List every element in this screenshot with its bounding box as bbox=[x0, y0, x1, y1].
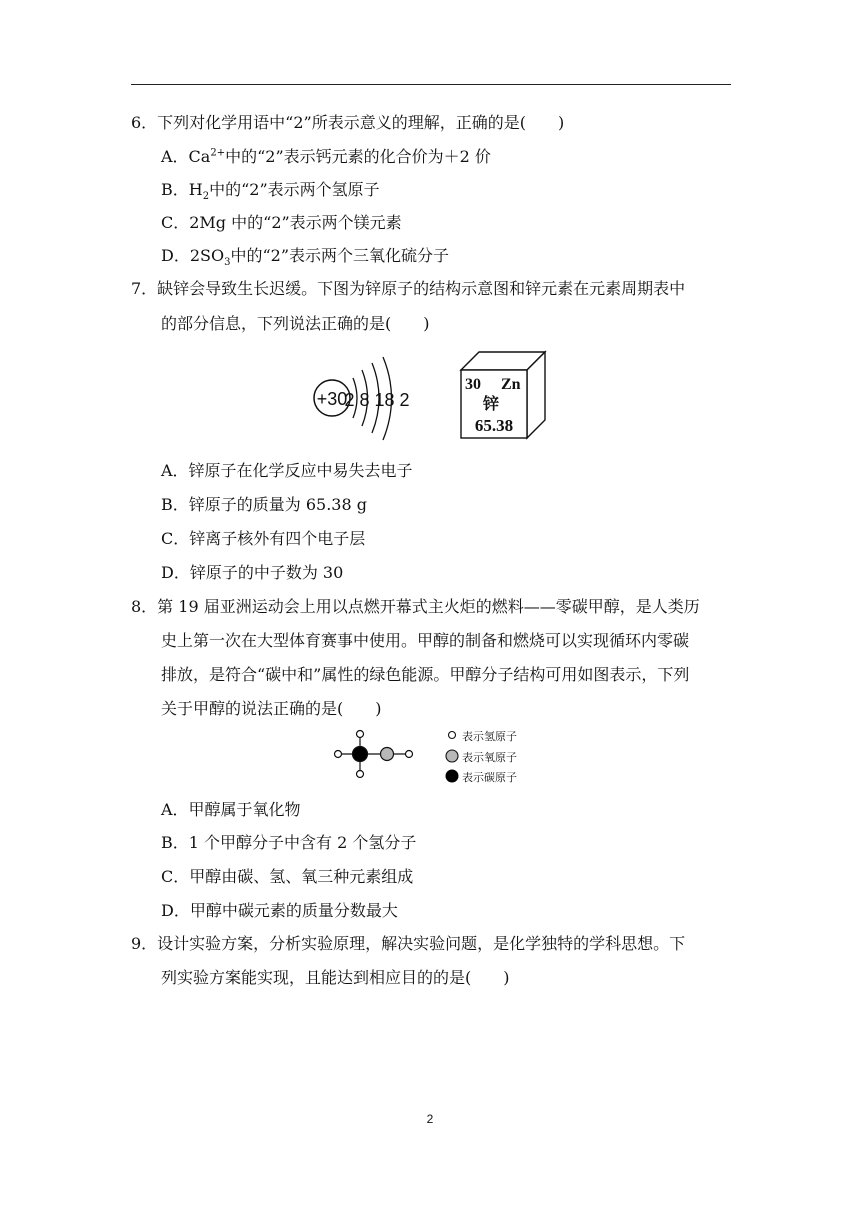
element-name: 锌 bbox=[482, 394, 500, 413]
q7-option-c: C．锌离子核外有四个电子层 bbox=[161, 529, 366, 548]
q8-stem-line2: 史上第一次在大型体育赛事中使用。甲醇的制备和燃烧可以实现循环内零碳 bbox=[161, 631, 690, 650]
q7-option-b: B．锌原子的质量为 65.38 g bbox=[161, 495, 367, 514]
page-number: 2 bbox=[426, 1112, 434, 1126]
methanol-legend bbox=[446, 729, 518, 784]
q9-stem-line2: 列实验方案能实现，且能达到相应目的的是( ) bbox=[161, 968, 510, 987]
nucleus-charge: +30 bbox=[316, 389, 348, 409]
q6-stem: 6．下列对化学用语中“2”所表示意义的理解，正确的是( ) bbox=[131, 113, 565, 132]
hydrogen-atom-left bbox=[335, 751, 342, 758]
q7-option-d: D．锌原子的中子数为 30 bbox=[161, 563, 344, 582]
q8-stem-line3: 排放，是符合“碳中和”属性的绿色能源。甲醇分子结构可用如图表示，下列 bbox=[161, 665, 690, 684]
legend-carbon-label: 表示碳原子 bbox=[462, 771, 517, 784]
hydrogen-atom-right bbox=[406, 751, 413, 758]
methanol-figure bbox=[330, 728, 530, 784]
q8-option-c: C．甲醇由碳、氢、氧三种元素组成 bbox=[161, 867, 414, 886]
element-symbol: Zn bbox=[501, 376, 521, 393]
header-rule bbox=[131, 84, 731, 85]
carbon-atom bbox=[353, 747, 368, 762]
hydrogen-atom-top bbox=[357, 731, 364, 738]
legend-hydrogen-icon bbox=[449, 732, 456, 739]
q9-stem-line1: 9．设计实验方案，分析实验原理，解决实验问题，是化学独特的学科思想。下 bbox=[131, 934, 686, 953]
periodic-table-cell bbox=[461, 352, 545, 438]
atomic-mass: 65.38 bbox=[474, 416, 514, 435]
q6-option-a: A．$Ca^{2+}$中的“2”表示钙元素的化合价为＋2 价 bbox=[161, 147, 491, 166]
oxygen-atom bbox=[381, 748, 394, 761]
q8-stem-line1: 8．第 19 届亚洲运动会上用以点燃开幕式主火炬的燃料——零碳甲醇，是人类历 bbox=[131, 597, 700, 616]
q8-option-b: B．1 个甲醇分子中含有 2 个氢分子 bbox=[161, 833, 417, 852]
q7-stem-line2: 的部分信息，下列说法正确的是( ) bbox=[161, 314, 430, 333]
q6-option-c: C．2Mg 中的“2”表示两个镁元素 bbox=[161, 213, 402, 232]
atomic-number: 30 bbox=[465, 376, 481, 393]
zinc-atom-diagram bbox=[314, 357, 410, 440]
q8-stem-line4: 关于甲醇的说法正确的是( ) bbox=[161, 699, 382, 718]
q8-option-a: A．甲醇属于氧化物 bbox=[161, 800, 301, 819]
methanol-molecule bbox=[335, 731, 413, 778]
legend-hydrogen-label: 表示氢原子 bbox=[462, 730, 517, 743]
q6-option-d: D．$2SO_3$中的“2”表示两个三氧化硫分子 bbox=[161, 246, 450, 269]
q8-option-d: D．甲醇中碳元素的质量分数最大 bbox=[161, 901, 398, 920]
hydrogen-atom-bottom bbox=[357, 771, 364, 778]
legend-carbon-icon bbox=[446, 770, 459, 783]
shell-electron-counts: 2 8 18 2 bbox=[344, 390, 410, 410]
zinc-figure bbox=[305, 348, 550, 444]
q7-stem-line1: 7．缺锌会导致生长迟缓。下图为锌原子的结构示意图和锌元素在元素周期表中 bbox=[131, 279, 686, 298]
legend-oxygen-label: 表示氧原子 bbox=[462, 751, 517, 764]
q7-option-a: A．锌原子在化学反应中易失去电子 bbox=[161, 461, 413, 480]
q6-option-b: B．$H_2$中的“2”表示两个氢原子 bbox=[161, 180, 380, 203]
legend-oxygen-icon bbox=[446, 750, 458, 762]
